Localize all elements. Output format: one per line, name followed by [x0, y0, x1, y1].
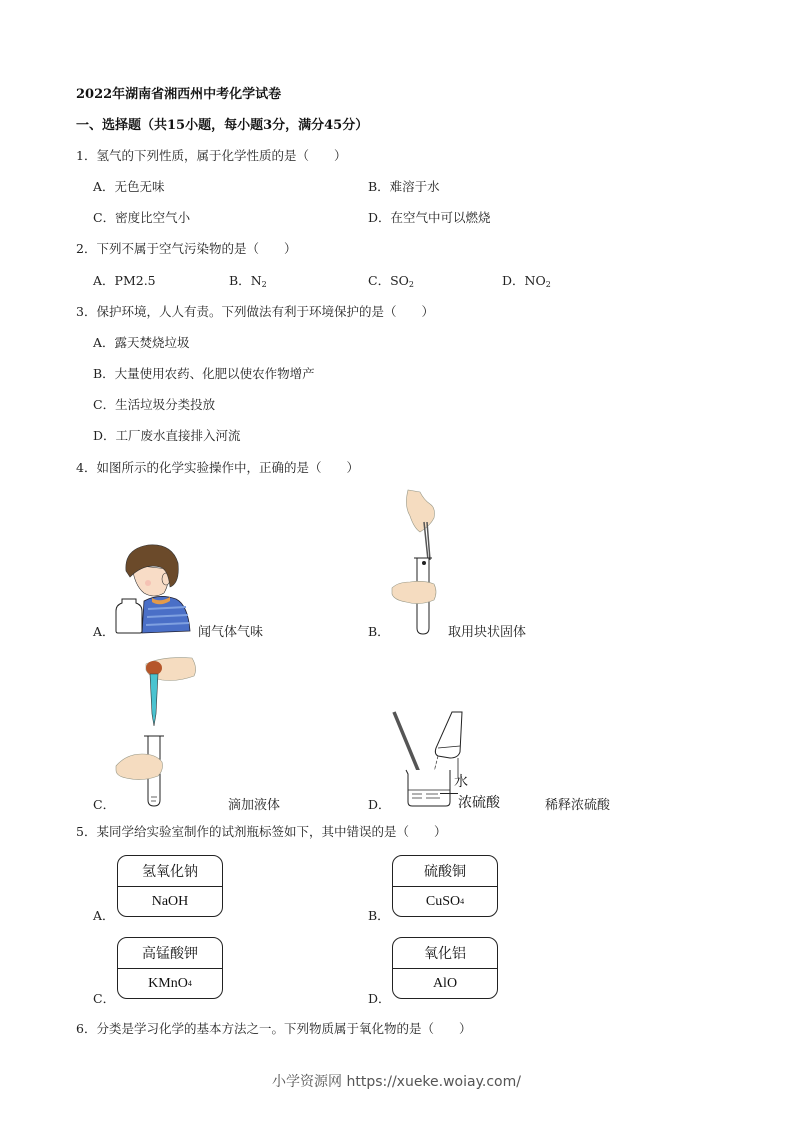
- subscript: 2: [261, 280, 267, 289]
- option-d: [502, 271, 551, 289]
- formula-text: AlO: [432, 975, 458, 991]
- footer-watermark: 小学资源网 https://xueke.woiay.com/: [272, 1074, 521, 1090]
- option-c-letter: C．: [93, 797, 116, 812]
- option-b-letter: B．: [368, 624, 390, 639]
- subscript: 4: [460, 897, 465, 906]
- option-text: N: [250, 273, 262, 288]
- adding-solid-figure: [390, 488, 450, 636]
- reagent-formula: [393, 969, 497, 998]
- acid-pointer-line: [440, 793, 458, 794]
- formula-text: KMnO: [148, 975, 188, 991]
- question-stem: 3．保护环境，人人有责。下列做法有利于环境保护的是（ ）: [76, 304, 434, 319]
- option-letter: A．: [93, 273, 115, 288]
- option-d-letter: D．: [368, 797, 391, 812]
- option-b: [229, 271, 267, 289]
- section-heading: 一、选择题（共15小题，每小题3分，满分45分）: [76, 118, 369, 133]
- option-b-caption: 取用块状固体: [448, 625, 527, 640]
- acid-label: 浓硫酸: [458, 795, 500, 811]
- dropping-liquid-figure: [112, 654, 202, 808]
- option-letter: C．: [368, 273, 391, 288]
- option-text: NO: [524, 273, 546, 288]
- question-stem: 4．如图所示的化学实验操作中，正确的是（ ）: [76, 460, 359, 475]
- option-letter: B．: [229, 273, 251, 288]
- option-b: B．难溶于水: [368, 179, 440, 194]
- reagent-formula: [393, 887, 497, 916]
- reagent-formula: [118, 887, 222, 916]
- option-c: [368, 271, 414, 289]
- option-a: A．露天焚烧垃圾: [93, 335, 190, 350]
- reagent-name: 高锰酸钾: [118, 938, 222, 969]
- question-stem: 1．氢气的下列性质，属于化学性质的是（ ）: [76, 148, 347, 163]
- subscript: 4: [187, 979, 192, 988]
- option-text: SO: [390, 273, 409, 288]
- option-d-caption: 稀释浓硫酸: [545, 798, 611, 813]
- subscript: 2: [408, 280, 414, 289]
- option-c: C．生活垃圾分类投放: [93, 397, 216, 412]
- reagent-name: 氧化铝: [393, 938, 497, 969]
- option-a-letter: A．: [93, 624, 115, 639]
- water-label: 水: [454, 774, 468, 790]
- formula-text: NaOH: [151, 893, 189, 909]
- reagent-name: 氢氧化钠: [118, 856, 222, 887]
- document-title: 2022年湖南省湘西州中考化学试卷: [76, 87, 282, 102]
- reagent-label-a: [117, 855, 223, 917]
- option-d-letter: D．: [368, 991, 391, 1006]
- smelling-gas-figure: [114, 543, 194, 635]
- reagent-label-d: [392, 937, 498, 999]
- option-text: PM2.5: [114, 273, 156, 288]
- subscript: 2: [545, 280, 551, 289]
- option-d: D．在空气中可以燃烧: [368, 210, 491, 225]
- option-a: A．无色无味: [93, 179, 165, 194]
- option-c-letter: C．: [93, 991, 116, 1006]
- option-d: D．工厂废水直接排入河流: [93, 428, 241, 443]
- option-c-caption: 滴加液体: [228, 798, 281, 813]
- option-letter: D．: [502, 273, 525, 288]
- option-b: B．大量使用农药、化肥以使农作物增产: [93, 366, 315, 381]
- question-stem: 2．下列不属于空气污染物的是（ ）: [76, 241, 297, 256]
- question-stem: 5．某同学给实验室制作的试剂瓶标签如下，其中错误的是（ ）: [76, 824, 447, 839]
- option-a-letter: A．: [93, 908, 115, 923]
- option-a-caption: 闻气体气味: [198, 625, 264, 640]
- option-a: [93, 271, 156, 289]
- reagent-name: 硫酸铜: [393, 856, 497, 887]
- reagent-label-c: [117, 937, 223, 999]
- reagent-formula: [118, 969, 222, 998]
- option-b-letter: B．: [368, 908, 390, 923]
- reagent-label-b: [392, 855, 498, 917]
- formula-text: CuSO: [425, 893, 461, 909]
- question-6-stem: 6．分类是学习化学的基本方法之一。下列物质属于氧化物的是（ ）: [76, 1021, 472, 1036]
- option-c: C．密度比空气小: [93, 210, 191, 225]
